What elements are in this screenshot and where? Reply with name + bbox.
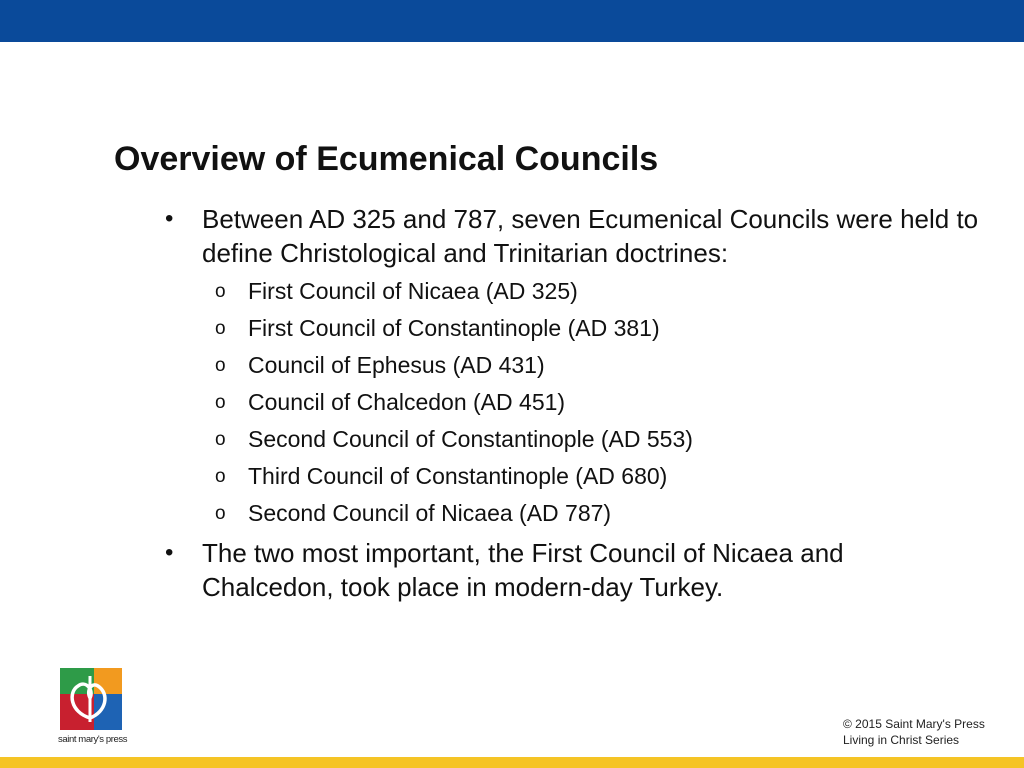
list-item <box>0 274 1024 308</box>
logo-mark-icon <box>60 668 122 730</box>
bullet-text: The two most important, the First Council of Nicaea and Chalcedon, took place in modern-day Turkey. <box>202 538 844 602</box>
bullet-text: Between AD 325 and 787, seven Ecumenical Councils were held to define Christological and Trinitarian doctrines: <box>202 204 979 268</box>
series-text: Living in Christ Series <box>843 733 960 747</box>
list-item <box>0 459 1024 493</box>
list-item <box>0 385 1024 419</box>
list-item-text: Second Council of Constantinople (AD 553) <box>248 426 693 452</box>
slide-title: Overview of Ecumenical Councils <box>114 140 659 178</box>
bullet-item <box>0 536 1024 604</box>
list-item-text: First Council of Constantinople (AD 381) <box>248 315 660 341</box>
list-item <box>0 496 1024 530</box>
list-item-text: Council of Ephesus (AD 431) <box>248 352 545 378</box>
sub-bullet-marker: o <box>215 281 226 302</box>
sub-bullet-marker: o <box>215 392 226 413</box>
bullet-marker: • <box>165 539 174 566</box>
sub-bullet-marker: o <box>215 503 226 524</box>
footer-credits <box>843 716 985 748</box>
sub-bullet-marker: o <box>215 318 226 339</box>
list-item-text: Council of Chalcedon (AD 451) <box>248 389 566 415</box>
copyright-text: © 2015 Saint Mary's Press <box>843 717 985 731</box>
sub-bullet-marker: o <box>215 429 226 450</box>
bottom-banner <box>0 757 1024 768</box>
list-item-text: Third Council of Constantinople (AD 680) <box>248 463 668 489</box>
sub-bullet-marker: o <box>215 355 226 376</box>
logo-orange-block <box>94 668 122 694</box>
list-item <box>0 311 1024 345</box>
bullet-item <box>0 202 1024 270</box>
bullet-marker: • <box>165 205 174 232</box>
list-item-text: First Council of Nicaea (AD 325) <box>248 278 578 304</box>
list-item-text: Second Council of Nicaea (AD 787) <box>248 500 612 526</box>
top-banner <box>0 0 1024 42</box>
saint-marys-press-logo <box>58 668 128 750</box>
sub-bullet-marker: o <box>215 466 226 487</box>
list-item <box>0 422 1024 456</box>
list-item <box>0 348 1024 382</box>
logo-wordmark: saint mary's press <box>58 734 128 745</box>
